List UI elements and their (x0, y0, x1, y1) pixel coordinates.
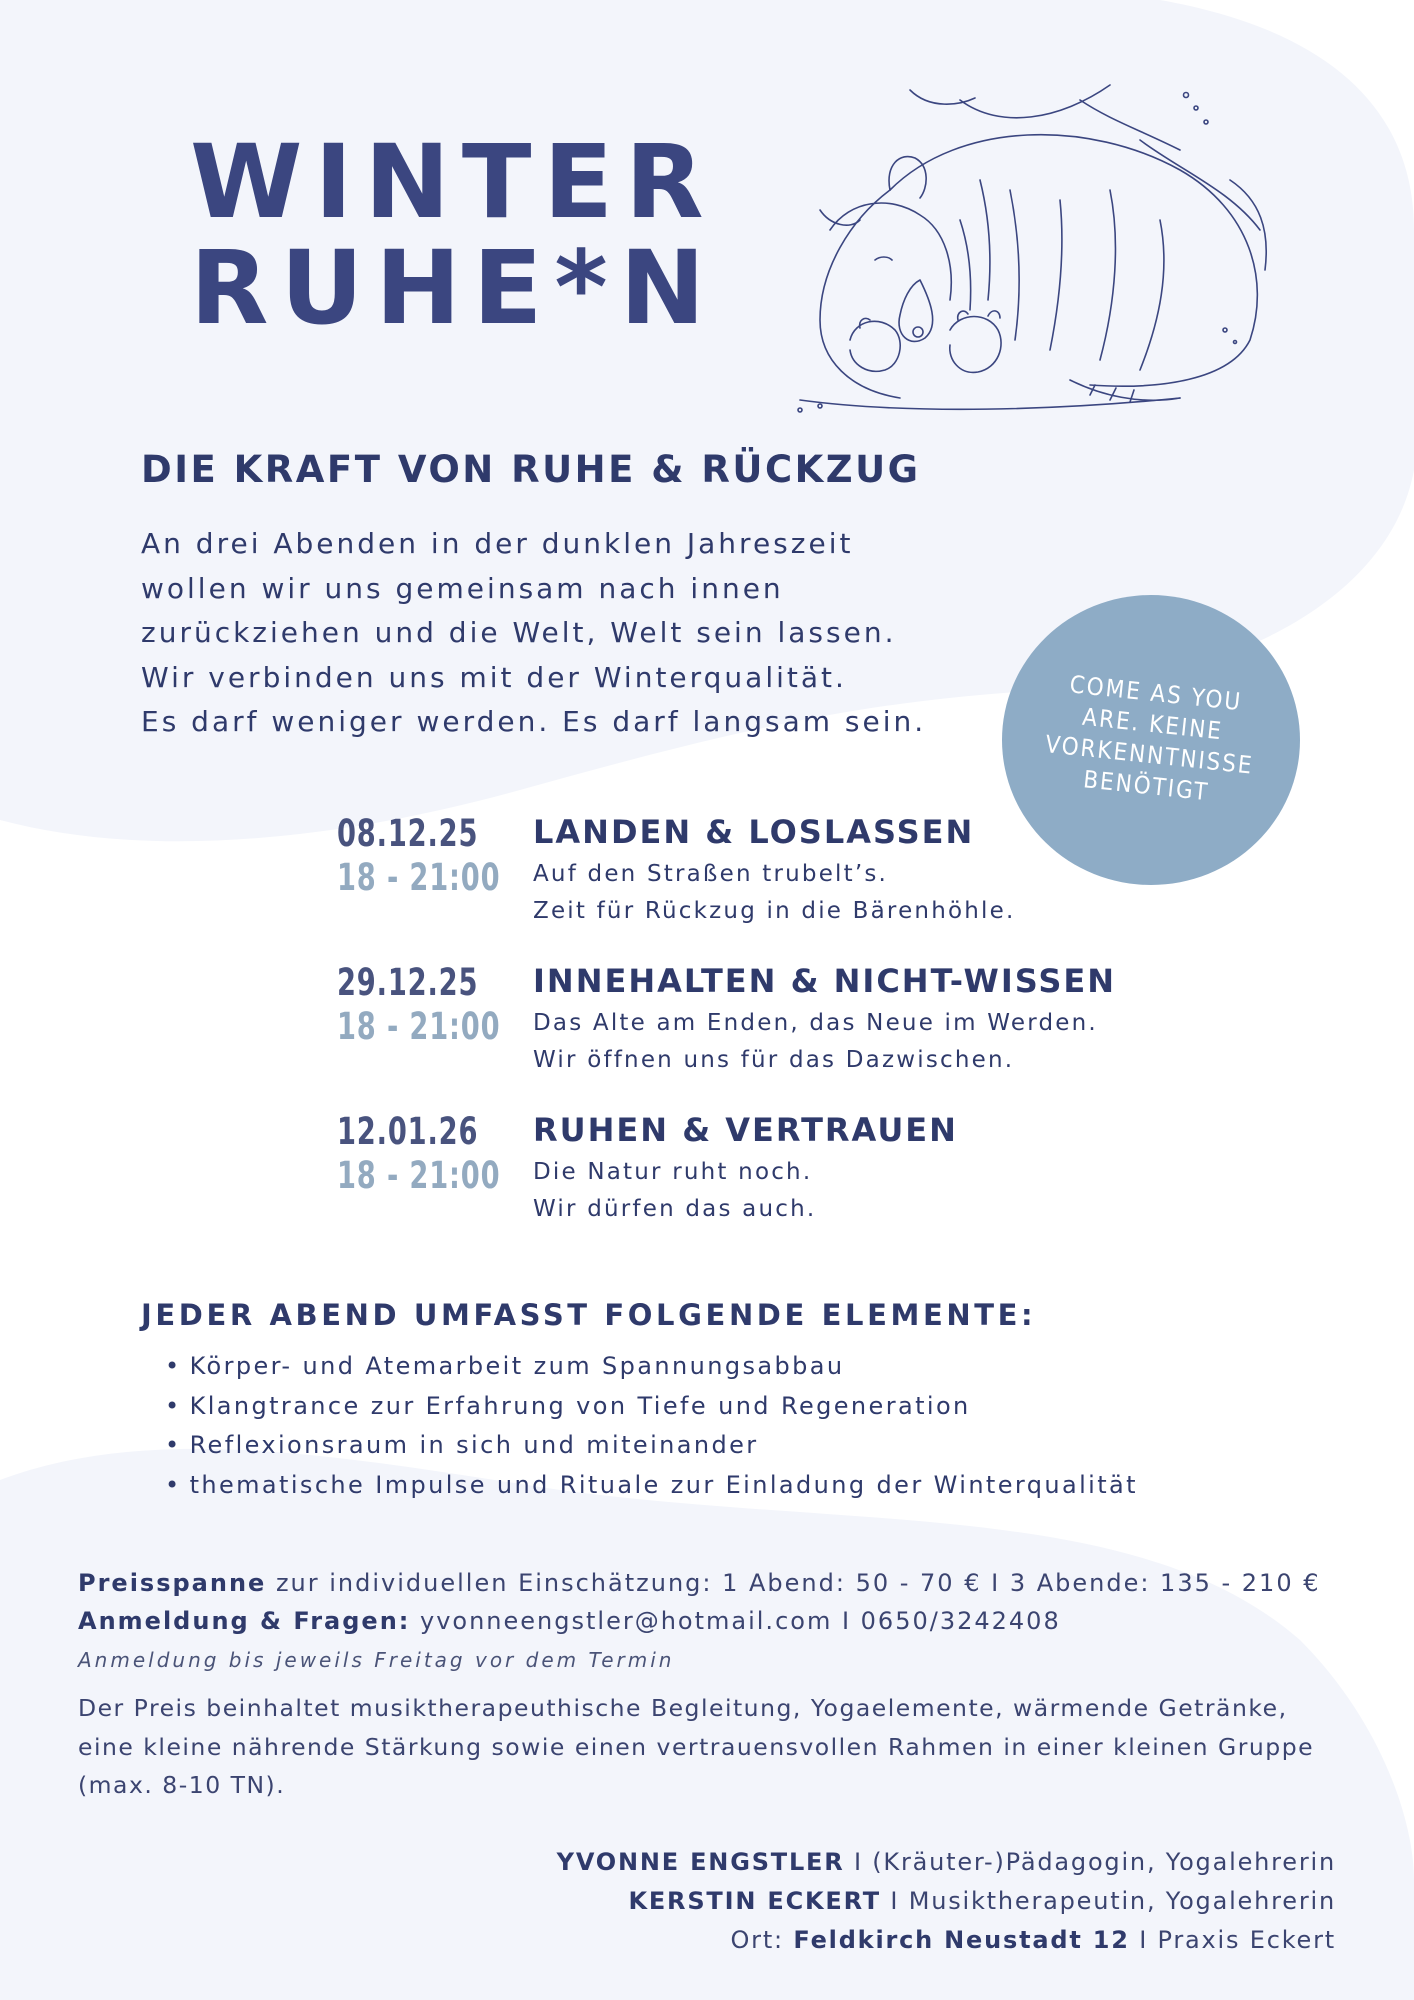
event-time: 18 - 21:00 (337, 1154, 501, 1197)
title-line-2: RUHE*N (190, 229, 718, 348)
host-line (557, 1848, 1336, 1876)
event-description-line: Zeit für Rückzug in die Bärenhöhle. (533, 898, 1016, 924)
event-date: 12.01.26 (337, 1110, 479, 1153)
event-description-line: Auf den Straßen trubelt’s. (533, 861, 889, 887)
info-badge (1002, 595, 1300, 885)
location-line (730, 1926, 1336, 1954)
event-description-line: Das Alte am Enden, das Neue im Werden. (533, 1010, 1098, 1036)
host-role: I (Kräuter-)Pädagogin, Yogalehrerin (844, 1848, 1336, 1876)
host-line (628, 1887, 1336, 1915)
host-name: YVONNE ENGSTLER (556, 1848, 845, 1876)
list-item: • Reflexionsraum in sich und miteinander (165, 1426, 1138, 1466)
list-item: • Klangtrance zur Erfahrung von Tiefe und Regeneration (165, 1387, 1138, 1427)
badge-text: COME AS YOU ARE. KEINE VORKENNTNISSE BENÖTIGT (1043, 670, 1255, 807)
event-title: LANDEN & LOSLASSEN (533, 813, 975, 851)
price-info (78, 1569, 1321, 1597)
event-title: RUHEN & VERTRAUEN (533, 1111, 958, 1149)
registration-contact: yvonneengstler@hotmail.com I 0650/3242408 (410, 1607, 1061, 1635)
elements-heading: JEDER ABEND UMFASST FOLGENDE ELEMENTE: (141, 1298, 1037, 1332)
location-prefix: Ort: (730, 1926, 794, 1954)
price-text: zur individuellen Einschätzung: 1 Abend: 50 - 70 € I 3 Abende: 135 - 210 € (266, 1569, 1321, 1597)
event-description-line: Wir öffnen uns für das Dazwischen. (533, 1047, 1015, 1073)
poster-title (190, 123, 718, 348)
section-heading: DIE KRAFT VON RUHE & RÜCKZUG (141, 448, 921, 491)
title-line-1: WINTER (190, 123, 716, 242)
elements-list (165, 1347, 1138, 1505)
intro-line: Es darf weniger werden. Es darf langsam sein. (141, 705, 927, 738)
event-time: 18 - 21:00 (337, 1005, 501, 1048)
sleeping-bear-illustration (760, 80, 1330, 440)
intro-line: zurückziehen und die Welt, Welt sein lassen. (141, 616, 897, 649)
intro-line: Wir verbinden uns mit der Winterqualität. (141, 660, 847, 694)
location-suffix: I Praxis Eckert (1129, 1926, 1336, 1954)
event-description-line: Wir dürfen das auch. (533, 1196, 817, 1222)
event-time: 18 - 21:00 (337, 856, 501, 899)
location-place: Feldkirch Neustadt 12 (793, 1926, 1130, 1954)
event-description-line: Die Natur ruht noch. (533, 1159, 813, 1185)
registration-info (78, 1607, 1061, 1635)
registration-label: Anmeldung & Fragen: (78, 1607, 411, 1635)
event-date: 08.12.25 (337, 812, 479, 855)
registration-deadline: Anmeldung bis jeweils Freitag vor dem Termin (78, 1648, 675, 1672)
host-role: I Musiktherapeutin, Yogalehrerin (880, 1887, 1336, 1915)
price-label: Preisspanne (78, 1569, 267, 1597)
intro-paragraph (141, 522, 1041, 745)
event-title: INNEHALTEN & NICHT-WISSEN (533, 962, 1117, 1000)
intro-line: wollen wir uns gemeinsam nach innen (141, 571, 784, 605)
event-date: 29.12.25 (337, 961, 479, 1004)
price-description: Der Preis beinhaltet musiktherapeuthische Begleitung, Yogaelemente, wärmende Getränke, eine kleine nährende Stärkung sowie einen vertrauensvollen Rahmen in einer kleinen Gruppe (max. 8-10 TN). (78, 1694, 1315, 1799)
host-name: KERSTIN ECKERT (628, 1887, 881, 1915)
intro-line: An drei Abenden in der dunklen Jahreszeit (141, 527, 854, 560)
list-item: • Körper- und Atemarbeit zum Spannungsabbau (165, 1347, 1138, 1387)
list-item: • thematische Impulse und Rituale zur Einladung der Winterqualität (165, 1466, 1138, 1506)
